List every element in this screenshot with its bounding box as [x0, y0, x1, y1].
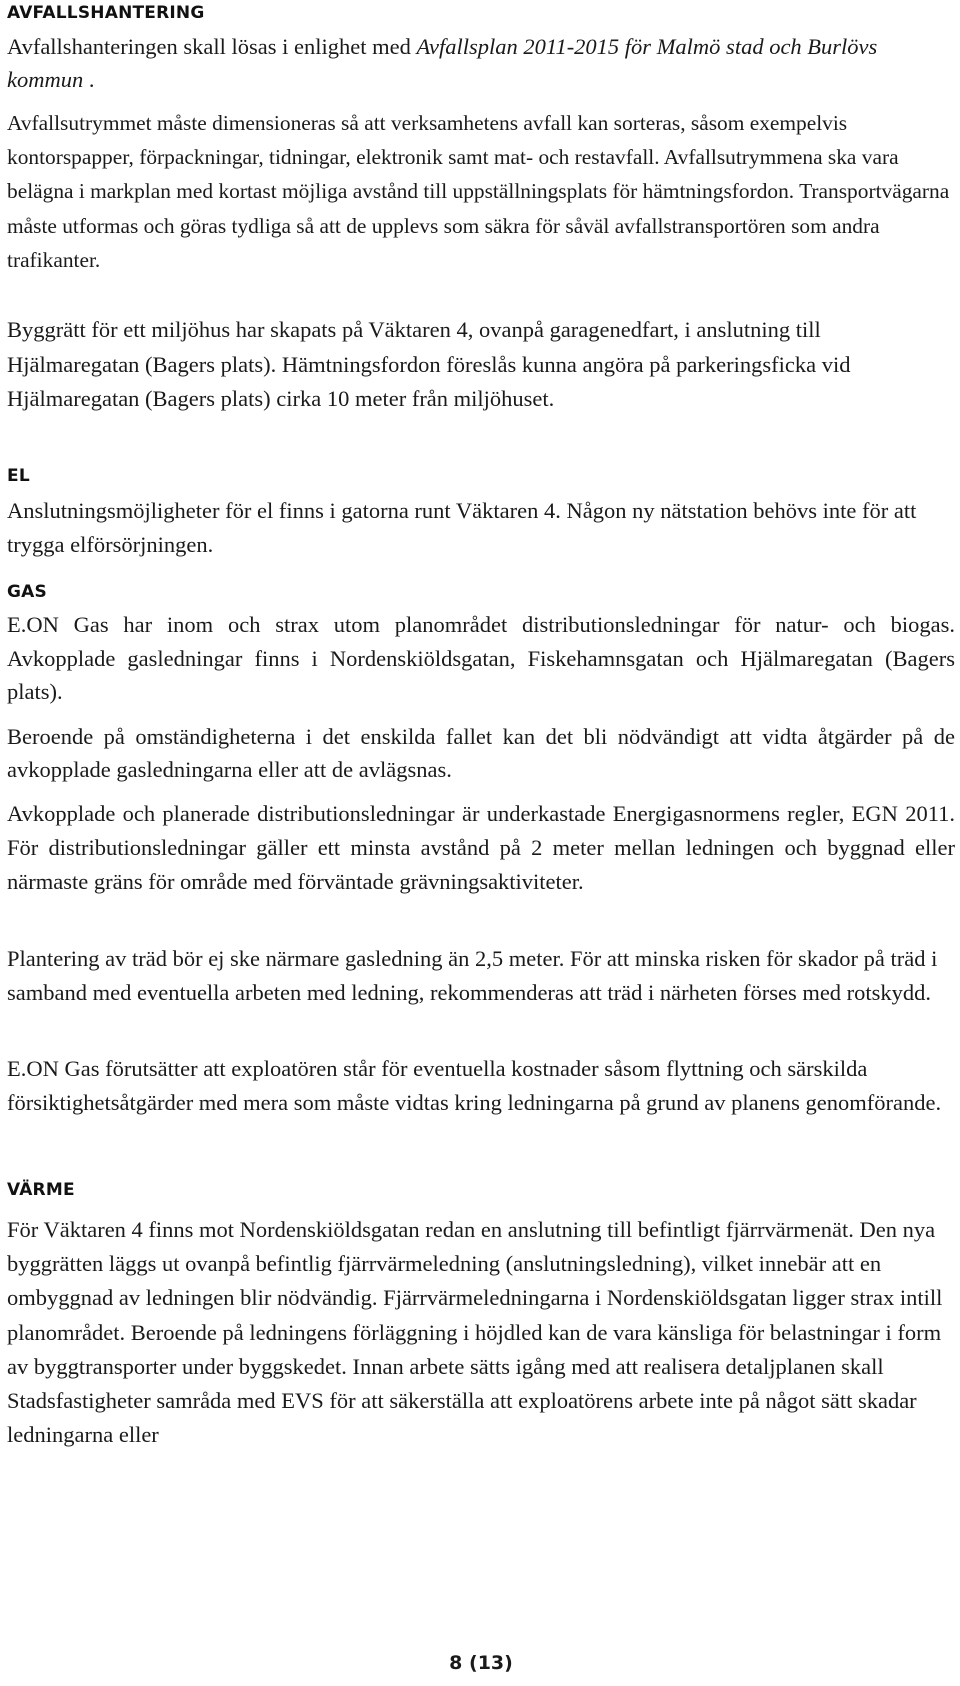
paragraph-gas-4: Plantering av träd bör ej ske närmare gasledning än 2,5 meter. För att minska risken för skador på träd i samband med eventuella arbeten med ledning, rekommenderas att träd i närheten förses med rotskydd.: [7, 946, 938, 1005]
paragraph-avfall-1: [7, 30, 887, 96]
paragraph-el-1: Anslutningsmöjligheter för el finns i gatorna runt Väktaren 4. Någon ny nätstation behövs inte för att trygga elförsörjningen.: [7, 498, 917, 557]
paragraph-gas-2: Beroende på omständigheterna i det enskilda fallet kan det bli nödvändigt att vidta åtgärder på de avkopplade gasledningarna eller att de avlägsnas.: [7, 724, 955, 782]
heading-gas: GAS: [7, 582, 47, 602]
page-number: 8 (13): [449, 1652, 513, 1674]
paragraph-avfall-1-end: .: [83, 67, 95, 92]
paragraph-avfall-1-text: Avfallshanteringen skall lösas i enlighet med: [7, 34, 417, 59]
paragraph-gas-1: E.ON Gas har inom och strax utom planområdet distributionsledningar för natur- och biogas. Avkopplade gasledningar finns i Nordenskiöldsgatan, Fiskehamnsgatan och Hjälmaregatan (Bagers plats).: [7, 612, 955, 704]
paragraph-gas-3: Avkopplade och planerade distributionsledningar är underkastade Energigasnormens regler, EGN 2011. För distributionsledningar gäller ett minsta avstånd på 2 meter mellan ledningen och byggnad eller närmaste gräns för område med förväntade grävningsaktiviteter.: [7, 801, 955, 894]
avfallsplan-title: Avfallsplan 2011-2015 för Malmö stad och Burlövs kommun: [7, 34, 878, 92]
heading-avfallshantering: AVFALLSHANTERING: [7, 3, 205, 23]
paragraph-varme-1: För Väktaren 4 finns mot Nordenskiöldsgatan redan en anslutning till befintligt fjärrvärmenät. Den nya byggrätten läggs ut ovanpå befintlig fjärrvärmeledning (anslutningsledning), vilket innebär att en ombyggnad av ledningen blir nödvändig. Fjärrvärmeledningarna i Nordenskiöldsgatan ligger strax intill planområdet. Beroende på ledningens förläggning i höjdled kan de vara känsliga för belastningar i form av byggtransporter under byggskedet. Innan arbete sätts igång med att realisera detaljplanen skall Stadsfastigheter samråda med EVS för att säkerställa att exploatörens arbete inte på något sätt skadar ledningarna eller: [7, 1217, 943, 1448]
paragraph-avfall-3: Byggrätt för ett miljöhus har skapats på Väktaren 4, ovanpå garagenedfart, i anslutning till Hjälmaregatan (Bagers plats). Hämtningsfordon föreslås kunna angöra på parkeringsficka vid Hjälmaregatan (Bagers plats) cirka 10 meter från miljöhuset.: [7, 317, 851, 411]
paragraph-avfall-2: Avfallsutrymmet måste dimensioneras så att verksamhetens avfall kan sorteras, såsom exempelvis kontorspapper, förpackningar, tidningar, elektronik samt mat- och restavfall. Avfallsutrymmena ska vara belägna i markplan med kortast möjliga avstånd till uppställningsplats för hämtningsfordon. Transportvägarna måste utformas och göras tydliga så att de upplevs som säkra för såväl avfallstransportören som andra trafikanter.: [7, 111, 950, 272]
heading-el: EL: [7, 466, 30, 486]
paragraph-gas-5: E.ON Gas förutsätter att exploatören står för eventuella kostnader såsom flyttning och särskilda försiktighetsåtgärder med mera som måste vidtas kring ledningarna på grund av planens genomförande.: [7, 1056, 942, 1115]
heading-varme: VÄRME: [7, 1180, 75, 1200]
